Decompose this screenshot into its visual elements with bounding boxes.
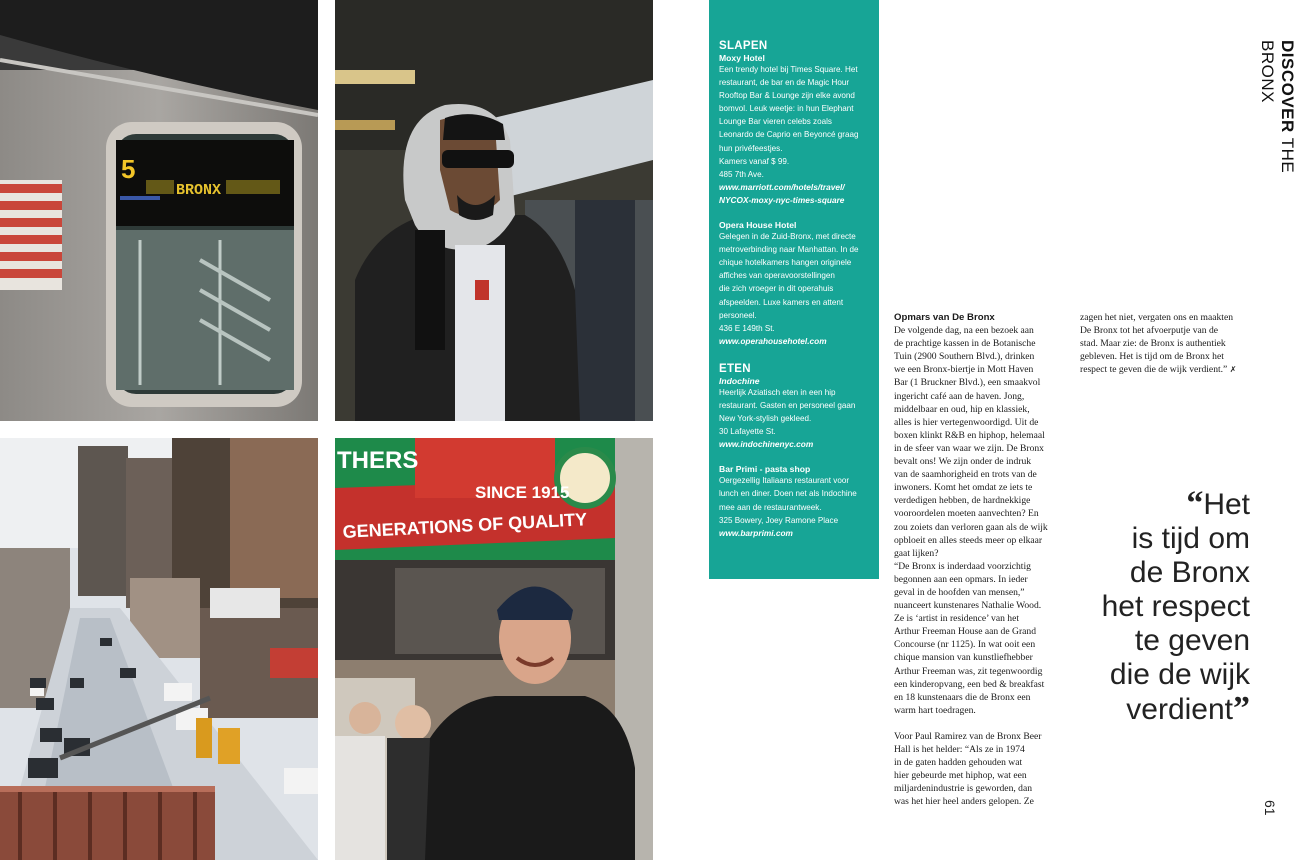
opera-line: die zich vroeger in dit operahuis <box>719 284 834 294</box>
article-line: ingericht café aan de haven. Jong, <box>894 390 1025 402</box>
indochine-line: Heerlijk Aziatisch eten in een hip <box>719 387 836 397</box>
article-line: De volgende dag, na een bezoek aan <box>894 325 1034 337</box>
barprimi-address: 325 Bowery, Joey Ramone Place <box>719 515 839 525</box>
moxy-line: bomvol. Leuk weetje: in hun Elephant <box>719 104 854 114</box>
photo-subway-train <box>0 0 318 421</box>
opera-line: personeel. <box>719 310 757 320</box>
article-line: Concourse (nr 1125). In wat ooit een <box>894 639 1036 651</box>
article-line: in de sfeer van waar we zijn. De Bronx <box>894 442 1044 454</box>
article-line: Bar (1 Bruckner Blvd.), een smaakvol <box>894 377 1041 389</box>
article-line: Ze is ‘artist in residence’ van het <box>894 613 1020 625</box>
moxy-line: Een trendy hotel bij Times Square. Het <box>719 65 858 74</box>
moxy-link[interactable]: www.marriott.com/hotels/travel/ <box>719 181 845 192</box>
article-line: en 18 kunstenaars die de Bronx een <box>894 691 1031 703</box>
page-number: 61 <box>1262 800 1278 816</box>
moxy-line: hun privéfeestjes. <box>719 143 783 153</box>
restaurant-name-indochine: Indochine <box>719 375 760 386</box>
section-label-bold: DISCOVER <box>1278 40 1297 133</box>
article-line: was het hier heel anders gelopen. Ze <box>894 796 1034 808</box>
article-line: Voor Paul Ramirez van de Bronx Beer <box>894 730 1042 742</box>
opera-line: affiches van operavoorstellingen <box>719 271 835 281</box>
article-line: boxen klinkt R&B en hiphop, helemaal <box>894 429 1045 441</box>
article-line: gebleven. Het is tijd om de Bronx het <box>1080 351 1224 363</box>
opera-address: 436 E 149th St. <box>719 323 775 333</box>
article-line: warm hart toedragen. <box>894 704 976 716</box>
article-line: begonnen aan een opmars. In ieder <box>894 573 1028 585</box>
moxy-link[interactable]: NYCOX-moxy-nyc-times-square <box>719 194 845 205</box>
article-line: inwoners. Komt het omdat ze iets te <box>894 482 1033 494</box>
article-line: stad. Maar zie: de Bronx is authentiek <box>1080 338 1226 350</box>
moxy-line: Lounge Bar vieren celebs zoals <box>719 117 832 127</box>
pull-quote-line: het respect <box>1101 590 1250 623</box>
section-label <box>1257 40 1297 240</box>
article-line: Arthur Freeman was, zit tegenwoordig <box>894 665 1043 677</box>
article-column-1 <box>894 311 1064 808</box>
article-line: van de saamhorigheid en trots van de <box>894 469 1037 481</box>
opera-line: metroverbinding naar Manhattan. In de <box>719 245 859 255</box>
pull-quote <box>1080 487 1250 727</box>
article-line: alles is hier vertegenwoordigd. Uit de <box>894 416 1039 428</box>
article-column-2 <box>1080 311 1252 376</box>
article-line: verdedigen hebben, de hardnekkige <box>894 495 1031 507</box>
photo-smiling-man-banner <box>335 438 653 860</box>
restaurant-name-barprimi: Bar Primi - pasta shop <box>719 464 811 475</box>
photo-bronx-street <box>0 438 318 860</box>
article-line: de prachtige kassen in de Botanische <box>894 338 1036 350</box>
article-line: bevalt ons! We zijn onder de indruk <box>894 456 1032 468</box>
barprimi-line: mee aan de restaurantweek. <box>719 502 822 512</box>
article-end-mark: ✗ <box>1229 365 1237 375</box>
article-heading: Opmars van De Bronx <box>894 312 995 323</box>
indochine-link[interactable]: www.indochinenyc.com <box>719 439 814 450</box>
moxy-line: Leonardo de Caprio en Beyoncé graag <box>719 130 859 140</box>
article-paragraph-1 <box>894 324 1064 717</box>
opera-line: chique hotelkamers hangen originele <box>719 258 852 268</box>
indochine-line: New York-stylish gekleed. <box>719 414 812 424</box>
article-line: Hall is het helder: “Als ze in 1974 <box>894 744 1025 755</box>
barprimi-line: Oergezellig Italiaans restaurant voor <box>719 476 850 486</box>
moxy-line: Rooftop Bar & Lounge zijn elke avond <box>719 91 855 101</box>
article-line: hier gebeurde met hiphop, wat een <box>894 770 1027 782</box>
quote-open-mark: “ <box>1186 485 1204 522</box>
article-line: zagen het niet, vergaten ons en maakten <box>1080 312 1233 323</box>
hotel-name-opera: Opera House Hotel <box>719 220 797 231</box>
heading-slapen: SLAPEN <box>719 40 768 52</box>
subway-route-number: 5 <box>121 154 136 184</box>
article-line: De Bronx tot het afvoerputje van de <box>1080 325 1218 337</box>
hotel-name-moxy: Moxy Hotel <box>719 53 765 63</box>
subway-destination: BRONX <box>176 182 222 199</box>
barprimi-link[interactable]: www.barprimi.com <box>719 527 793 538</box>
article-line: nuanceert kunstenares Nathalie Wood. <box>894 600 1042 612</box>
opera-line: Gelegen in de Zuid-Bronx, met directe <box>719 232 856 242</box>
article-paragraph-3 <box>1080 311 1252 376</box>
pull-quote-line: die de wijk <box>1109 658 1250 691</box>
article-line: geval in de hoofden van mensen,” <box>894 586 1025 598</box>
article-line: chique mansion van kunstliefhebber <box>894 652 1033 664</box>
indochine-address: 30 Lafayette St. <box>719 427 776 437</box>
barprimi-line: lunch en diner. Doen net als Indochine <box>719 489 857 499</box>
article-line: vooroordelen moeten aanvechten? En <box>894 508 1039 520</box>
article-line: een kinderopvang, een bed & breakfast <box>894 678 1045 690</box>
banner-top-text: THERS <box>337 447 419 474</box>
photo-man-in-hoodie <box>335 0 653 421</box>
moxy-line: restaurant, de bar en de Magic Hour <box>719 78 850 88</box>
moxy-address: 485 7th Ave. <box>719 169 764 179</box>
section-label-regular: THE BRONX <box>1258 40 1297 174</box>
article-line: opbloeit en alles steeds meer op elkaar <box>894 534 1043 546</box>
article-line: gaat lijken? <box>894 547 939 559</box>
heading-eten: ETEN <box>719 362 751 375</box>
article-line: in de gaten hadden gehouden wat <box>894 757 1023 769</box>
article-line: middelbaar en oud, hip en klassiek, <box>894 403 1030 415</box>
pull-quote-line: verdient <box>1126 693 1233 726</box>
quote-close-mark: ” <box>1233 690 1250 727</box>
opera-line: afspeelden. Luxe kamers en attent <box>719 297 844 307</box>
info-sidebar <box>709 0 879 579</box>
pull-quote-line: de Bronx <box>1129 556 1250 589</box>
article-line: we een Bronx-biertje in Mott Haven <box>894 364 1034 376</box>
article-line: respect te geven die de wijk verdient.” ✗ <box>1080 364 1237 376</box>
banner-since-text: SINCE 1915 <box>475 483 570 502</box>
article-paragraph-2 <box>894 730 1064 809</box>
pull-quote-line: Het <box>1203 488 1250 521</box>
pull-quote-line: te geven <box>1134 624 1250 657</box>
indochine-line: restaurant. Gasten en personeel gaan <box>719 400 856 410</box>
opera-link[interactable]: www.operahousehotel.com <box>719 335 827 346</box>
article-line: zou zoiets dan verloren gaan als de wijk <box>894 521 1048 533</box>
article-line: “De Bronx is inderdaad voorzichtig <box>894 560 1031 572</box>
banner-generations-text: GENERATIONS OF QUALITY <box>342 509 588 542</box>
moxy-price: Kamers vanaf $ 99. <box>719 156 790 166</box>
article-line: miljardenindustrie is geworden, dan <box>894 783 1033 795</box>
article-line: Arthur Freeman House aan de Grand <box>894 626 1036 638</box>
article-line: Tuin (2900 Southern Blvd.), drinken <box>894 351 1035 363</box>
pull-quote-line: is tijd om <box>1131 522 1250 555</box>
